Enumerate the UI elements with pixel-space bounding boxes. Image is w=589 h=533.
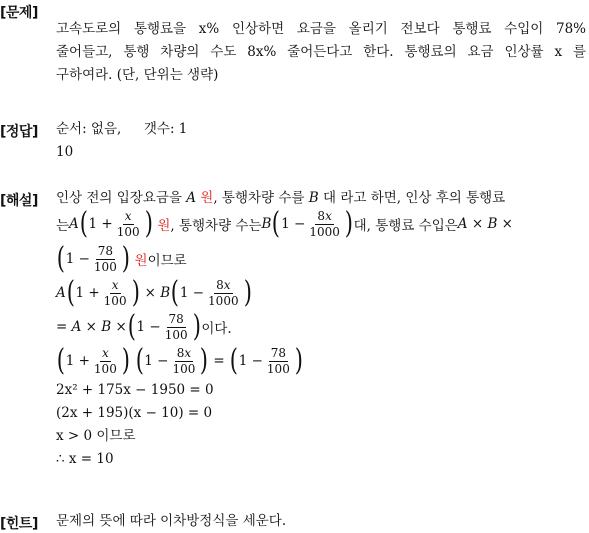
problem-line-1: 고속도로의 통행료을 x% 인상하면 요금을 올리기 전보다 통행료 수입이 78%: [56, 21, 586, 37]
problem-line-2: 줄어들고, 통행 차량의 수도 8x% 줄어든다고 한다. 통행료의 요금 인상률 x 를: [56, 44, 586, 60]
answer-body: [56, 118, 586, 164]
explanation-label: [해설]: [0, 193, 38, 209]
equation-2: = A × B × ( 1 − $\frac{78}{100}$ ) 이다.: [56, 309, 232, 344]
answer-order: 순서: 없음,: [56, 121, 122, 137]
hint-text: 문제의 뜻에 따라 이차방정식을 세운다.: [56, 513, 287, 529]
equation-1: A ( 1 + $\frac{x}{100}$ ) × B ( 1 − $\frac{8x}{1000}$ ): [56, 275, 252, 310]
answer-value: 10: [56, 144, 74, 160]
equation-4: 2x² + 175x − 1950 = 0: [56, 382, 214, 398]
problem-text: [56, 18, 586, 87]
explanation-line-1: 인상 전의 입장요금을 A 원, 통행차량 수를 B 대 라고 하면, 인상 후의 통행료: [56, 190, 506, 206]
equation-5: (2x + 195)(x − 10) = 0: [56, 405, 213, 421]
problem-line-3: 구하여라. (단, 단위는 생략): [56, 67, 219, 83]
equation-7: ∴ x = 10: [56, 451, 114, 467]
equation-3: ( 1 + $\frac{x}{100}$ ) ( 1 − $\frac{8x}{100}$ ) = ( 1 − $\frac{78}{100}$ ): [56, 343, 303, 378]
equation-6: x > 0 이므로: [56, 428, 136, 444]
answer-label: [정답]: [0, 124, 38, 140]
answer-count: 갯수: 1: [143, 121, 188, 137]
explanation-body: [56, 187, 586, 471]
explanation-line-3: ( 1 − $\frac{78}{100}$ ) 원 이므로: [56, 241, 187, 276]
problem-label: [문제]: [0, 5, 38, 21]
explanation-line-2: 는 A ( 1 + $\frac{x}{100}$ ) 원 , 통행차량 수는 B ( 1 − $\frac{8x}{1000}$ ) 대, 통행료 수입은 A × B ×: [56, 206, 513, 241]
hint-label: [힌트]: [0, 516, 38, 532]
